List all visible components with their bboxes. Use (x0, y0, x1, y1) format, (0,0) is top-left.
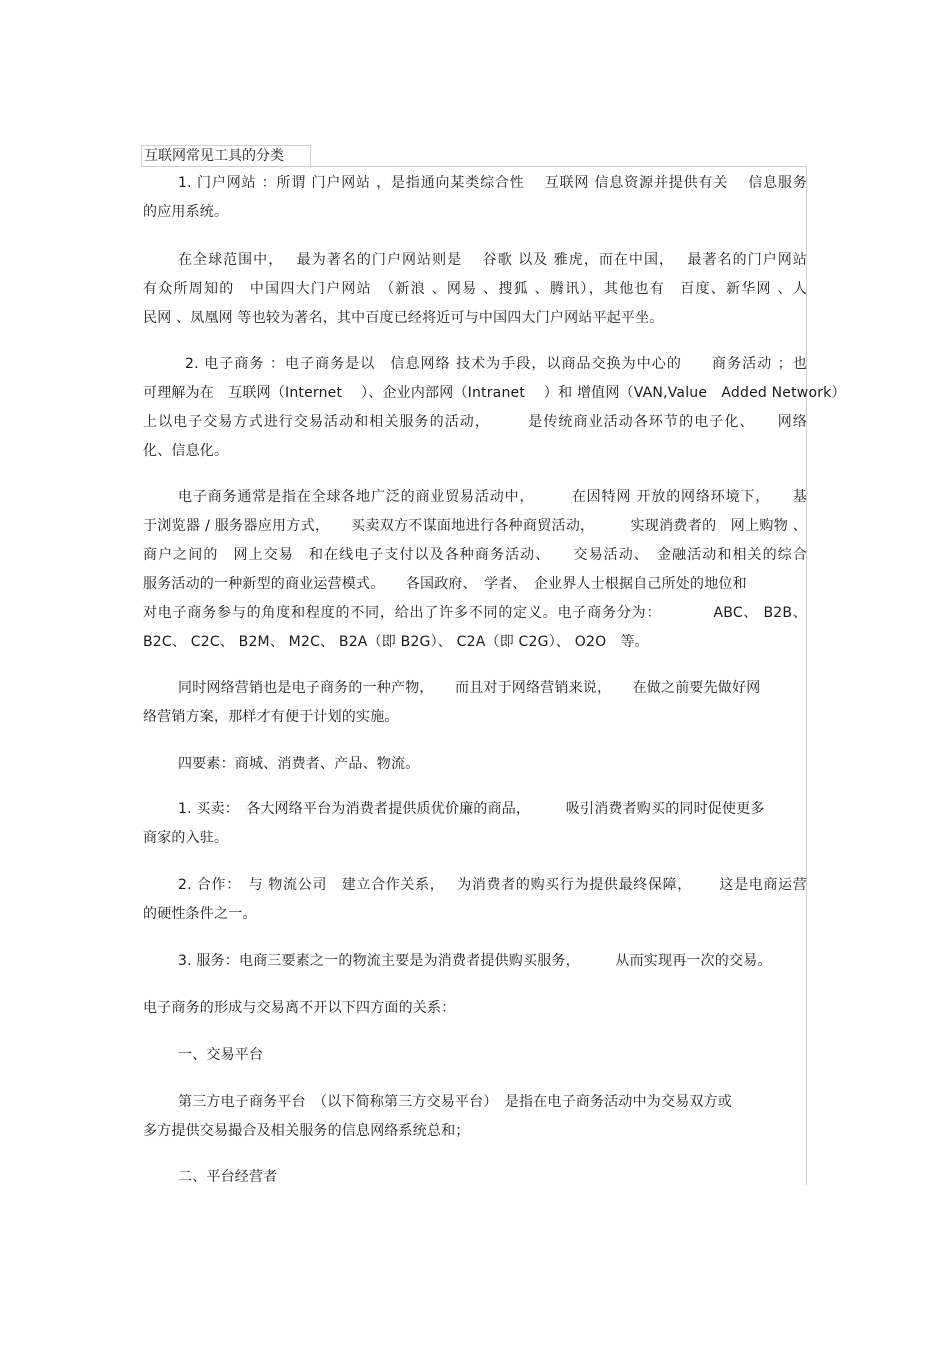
text-line: 商家的入驻。 (143, 830, 229, 846)
text-line: 1. 门户网站 ：所谓 门户网站 ，是指通向某类综合性 互联网 信息资源并提供有关 信息服务 (178, 175, 807, 191)
text-line: 2. 合作： 与 物流公司 建立合作关系， 为消费者的购买行为提供最终保障， 这是电商运营 (178, 877, 807, 893)
text-line: B2C、 C2C、 B2M、 M2C、 B2A（即 B2G）、 C2A（即 C2G）、 O2O 等。 (143, 634, 649, 650)
text-line: 3. 服务：电商三要素之一的物流主要是为消费者提供购买服务， 从而实现再一次的交易。 (178, 953, 772, 969)
text-line: 第三方电子商务平台 （以下简称第三方交易平台） 是指在电子商务活动中为交易双方或 (178, 1094, 732, 1110)
text-line: 可理解为在 互联网（Internet ）、企业内部网（Intranet ）和 增值网（VAN,Value Added Network） (143, 385, 846, 401)
text-line: 同时网络营销也是电子商务的一种产物， 而且对于网络营销来说， 在做之前要先做好网 (178, 680, 761, 696)
text-line: 于浏览器 / 服务器应用方式， 买卖双方不谋面地进行各种商贸活动， 实现消费者的 网上购物 、 (143, 518, 807, 534)
text-line: 民网 、凤凰网 等也较为著名，其中百度已经将近可与中国四大门户网站平起平坐。 (143, 310, 664, 326)
text-line: 1. 买卖： 各大网络平台为消费者提供质优价廉的商品， 吸引消费者购买的同时促使更多 (178, 801, 765, 817)
text-line: 电子商务通常是指在全球各地广泛的商业贸易活动中， 在因特网 开放的网络环境下， 基 (178, 489, 807, 505)
text-line: 化、信息化。 (143, 443, 229, 459)
text-line: 的硬性条件之一。 (143, 906, 257, 922)
text-line: 的应用系统。 (143, 204, 229, 220)
text-line: 四要素：商城、消费者、产品、物流。 (178, 756, 420, 772)
text-line: 上以电子交易方式进行交易活动和相关服务的活动， 是传统商业活动各环节的电子化、 网络 (143, 414, 807, 430)
text-line: 二、平台经营者 (178, 1169, 278, 1185)
text-line: 电子商务的形成与交易离不开以下四方面的关系： (143, 1000, 456, 1016)
text-line: 有众所周知的 中国四大门户网站 （新浪 、网易 、搜狐 、腾讯），其他也有 百度、新华网 、人 (143, 281, 807, 297)
text-line: 络营销方案，那样才有便于计划的实施。 (143, 709, 399, 725)
text-line: 服务活动的一种新型的商业运营模式。 各国政府、 学者、 企业界人士根据自己所处的地位和 (143, 576, 747, 592)
text-line: 一、交易平台 (178, 1047, 264, 1063)
text-line: 在全球范围中， 最为著名的门户网站则是 谷歌 以及 雅虎，而在中国， 最著名的门户网站 (178, 252, 807, 268)
text-line: 多方提供交易撮合及相关服务的信息网络系统总和； (143, 1123, 470, 1139)
text-line: 对电子商务参与的角度和程度的不同，给出了许多不同的定义。电子商务分为： ABC、 B2B、 (143, 605, 807, 621)
text-line: 2. 电子商务 ：电子商务是以 信息网络 技术为手段，以商品交换为中心的 商务活动 ；也 (185, 356, 807, 372)
text-line: 商户之间的 网上交易 和在线电子支付以及各种商务活动、 交易活动、 金融活动和相关的综合 (143, 547, 807, 563)
document-title: 互联网常见工具的分类 (141, 145, 311, 166)
